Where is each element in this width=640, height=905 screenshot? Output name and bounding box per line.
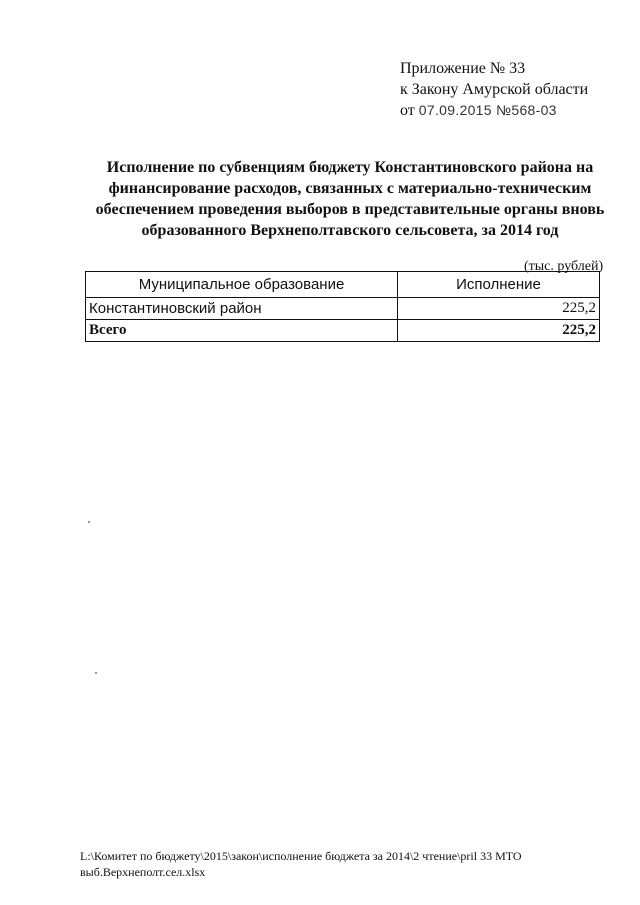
total-row	[86, 320, 600, 342]
row-municipality: Константиновский район	[86, 298, 398, 320]
title-line: образованного Верхнеполтавского сельсовета, за 2014 год	[141, 222, 559, 239]
document-title	[80, 157, 620, 241]
appendix-number: Приложение № 33	[400, 60, 526, 77]
row-execution: 225,2	[398, 298, 600, 320]
units-label: (тыс. рублей)	[524, 259, 604, 274]
title-line: обеспечением проведения выборов в представительные органы вновь	[95, 201, 605, 218]
scan-speck	[88, 521, 90, 523]
table-row	[86, 298, 600, 320]
scan-speck	[95, 672, 97, 674]
table-header-row	[86, 272, 600, 298]
footer-file-line: выб.Верхнеполт.сел.xlsx	[80, 865, 206, 879]
header-execution: Исполнение	[398, 272, 600, 298]
total-value: 225,2	[398, 320, 600, 342]
total-label: Всего	[86, 320, 398, 342]
appendix-law: к Закону Амурской области	[400, 81, 589, 98]
execution-table	[85, 271, 600, 342]
file-path-footer	[80, 848, 522, 880]
header-municipality: Муниципальное образование	[86, 272, 398, 298]
appendix-date-prefix: от	[400, 102, 415, 119]
appendix-date	[400, 100, 588, 121]
appendix-header	[400, 58, 588, 121]
title-line: Исполнение по субвенциям бюджету Константиновского района на	[106, 159, 594, 176]
title-line: финансирование расходов, связанных с материально-техническим	[108, 180, 592, 197]
footer-path-line: L:\Комитет по бюджету\2015\закон\исполнение бюджета за 2014\2 чтение\pril 33 МТО	[80, 849, 522, 863]
appendix-date-stamp: 07.09.2015 №568-03	[418, 102, 557, 118]
